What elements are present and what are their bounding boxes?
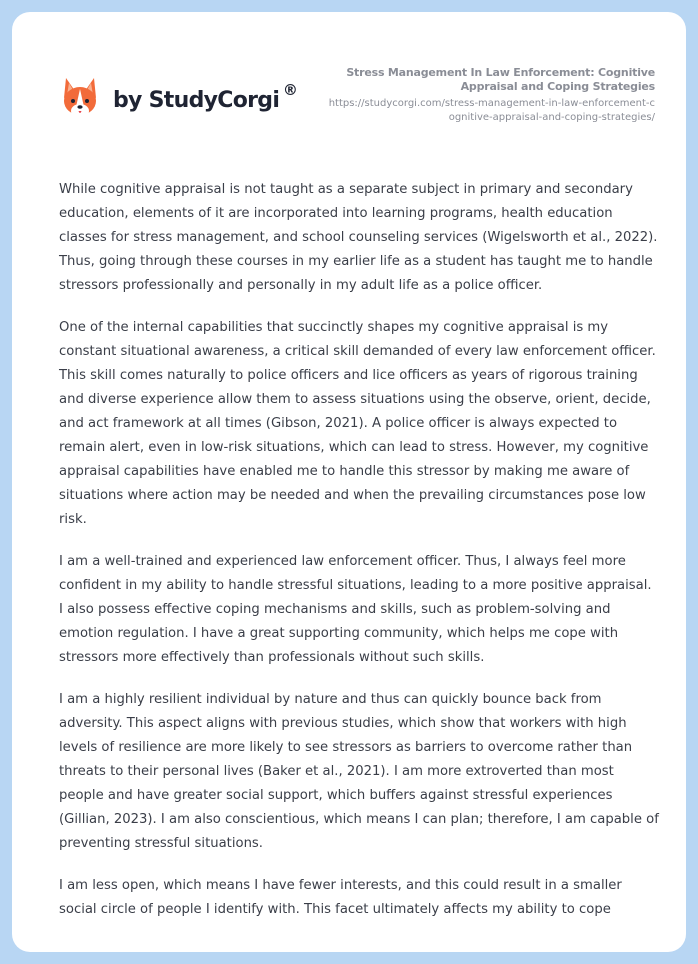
paragraph-5: I am less open, which means I have fewer interests, and this could result in a smaller social circle of people I identify with. This facet ultimately affects my ability to cope [59,878,622,917]
essay-body [59,178,659,940]
registered-mark: ® [282,80,298,99]
document-meta [325,66,655,124]
brand-text: by StudyCorgi [113,87,280,113]
brand-name [113,80,298,113]
corgi-logo-icon [60,76,100,120]
paragraph-3: I am a well-trained and experienced law enforcement officer. Thus, I always feel more confident in my ability to handle stressful situations, leading to a more positive appraisal. I also possess effective coping mechanisms and skills, such as problem-solving and emotion regulation. I have a great supporting community, which helps me cope with stressors more effectively than professionals without such skills. [59,554,652,665]
brand-logo[interactable] [60,76,298,120]
document-page [12,12,686,952]
document-url[interactable]: https://studycorgi.com/stress-management-in-law-enforcement-cognitive-appraisal-and-coping-strategies/ [328,98,655,123]
paragraph-2: One of the internal capabilities that succinctly shapes my cognitive appraisal is my constant situational awareness, a critical skill demanded of every law enforcement officer. This skill comes naturally to police officers and lice officers as years of rigorous training and diverse experience allow them to assess situations using the observe, orient, decide, and act framework at all times (Gibson, 2021). A police officer is always expected to remain alert, even in low-risk situations, which can lead to stress. However, my cognitive appraisal capabilities have enabled me to handle this stressor by making me aware of situations where action may be needed and when the prevailing circumstances pose low risk. [59,320,656,527]
document-title: Stress Management In Law Enforcement: Cognitive Appraisal and Coping Strategies [346,66,655,93]
paragraph-4: I am a highly resilient individual by nature and thus can quickly bounce back from adversity. This aspect aligns with previous studies, which show that workers with high levels of resilience are more likely to see stressors as barriers to overcome rather than threats to their personal lives (Baker et al., 2021). I am more extroverted than most people and have greater social support, which buffers against stressful experiences (Gillian, 2023). I am also conscientious, which means I can plan; therefore, I am capable of preventing stressful situations. [59,692,659,851]
paragraph-1: While cognitive appraisal is not taught as a separate subject in primary and secondary education, elements of it are incorporated into learning programs, health education classes for stress management, and school counseling services (Wigelsworth et al., 2022). Thus, going through these courses in my earlier life as a student has taught me to handle stressors professionally and personally in my adult life as a police officer. [59,182,658,293]
